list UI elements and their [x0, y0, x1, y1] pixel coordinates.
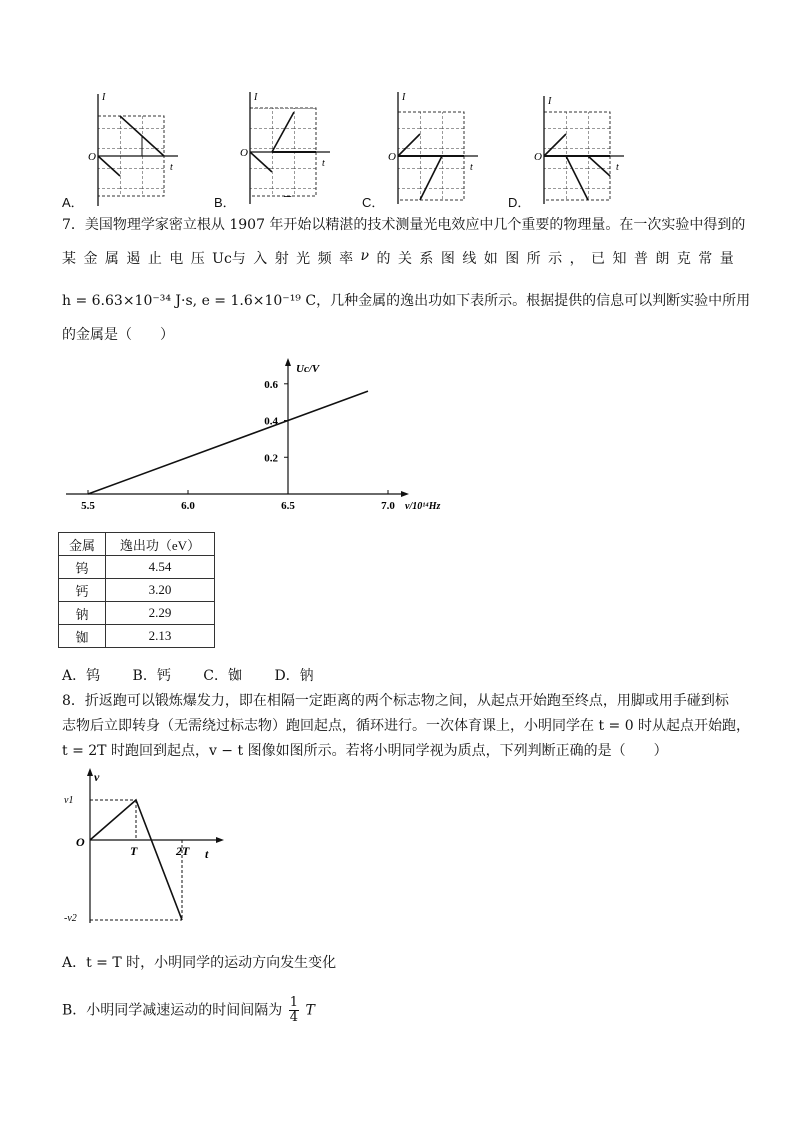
q7-line2-glyph: 射	[274, 251, 289, 267]
axis-t-label: t	[170, 162, 173, 173]
cell-metal: 钨	[59, 556, 106, 579]
q7-line2-glyph: 频	[317, 251, 332, 267]
fraction-denominator: 4	[289, 1010, 299, 1025]
axis-i-label: I	[402, 92, 406, 103]
q6-option-b[interactable]: B．	[214, 195, 236, 210]
table-header-row	[59, 533, 215, 556]
y-tick-label: 0.2	[264, 452, 278, 465]
x-tick-label: 5.5	[81, 500, 95, 512]
q7-line2-glyph: 常	[698, 251, 713, 267]
q7-line2-glyph: 金	[83, 251, 98, 267]
q6-graphs	[60, 88, 640, 210]
q7-uc-nu-chart	[58, 356, 478, 524]
work-function-table	[58, 532, 215, 648]
table-row	[59, 625, 215, 648]
v-axis-arrow	[87, 768, 93, 776]
q8-stem-line3: t = 2T 时跑回到起点，v − t 图像如图所示。若将小明同学视为质点，下列判断正确的是（ ）	[62, 743, 668, 759]
cell-value: 2.29	[106, 602, 215, 625]
tick-t: T	[130, 844, 138, 858]
origin-label: O	[76, 835, 85, 849]
q7-line2-glyph: 入	[253, 251, 268, 267]
q6-option-c[interactable]: C．	[362, 195, 385, 210]
cell-value: 4.54	[106, 556, 215, 579]
v-axis-label: v	[94, 770, 100, 784]
q8-vt-chart	[60, 768, 230, 928]
q7-line2-glyph: 遏	[126, 251, 141, 267]
x-tick-label: 7.0	[381, 500, 395, 512]
fraction-numerator: 1	[289, 995, 299, 1010]
q7-line2-glyph: 光	[296, 251, 311, 267]
q6-option-d[interactable]: D．	[508, 195, 531, 210]
q8-option-b-prefix: B．小明同学减速运动的时间间隔为	[62, 1002, 283, 1019]
tick-v1: v1	[64, 795, 74, 806]
q7-line2-glyph: 普	[633, 251, 648, 267]
origin-label: O	[388, 151, 396, 163]
cell-metal: 钙	[59, 579, 106, 602]
axis-i-label: I	[254, 92, 258, 103]
table-row	[59, 579, 215, 602]
q7-stem-line4: 的金属是（ ）	[62, 327, 174, 343]
q7-stem-line2	[62, 248, 734, 268]
q6-option-b-mark: –	[284, 188, 292, 203]
q7-line2-glyph: 所	[526, 251, 541, 267]
q6-option-a[interactable]: A．	[62, 195, 84, 210]
x-tick-label: 6.5	[281, 500, 295, 512]
q7-line2-glyph: 线	[462, 251, 477, 267]
x-tick-label: 6.0	[181, 500, 195, 512]
q7-line2-glyph: 克	[676, 251, 691, 267]
q7-line2-glyph: 如	[483, 251, 498, 267]
fraction	[289, 996, 299, 1025]
uc-nu-line	[88, 391, 368, 494]
q8-option-a[interactable]: A．t = T 时，小明同学的运动方向发生变化	[62, 955, 337, 971]
q7-line2-glyph: ν	[360, 248, 370, 264]
axis-i-label: I	[102, 92, 106, 103]
q7-line2-glyph: ，	[569, 251, 584, 267]
q7-line2-glyph: Uc与	[212, 251, 246, 267]
q8-stem-line1: 8．折返跑可以锻炼爆发力，即在相隔一定距离的两个标志物之间，从起点开始跑至终点，用脚或用手碰到标	[62, 693, 729, 709]
table-row	[59, 602, 215, 625]
q7-line2-glyph: 止	[147, 251, 162, 267]
q7-line2-glyph: 属	[104, 251, 119, 267]
origin-label: O	[240, 147, 248, 159]
cell-value: 3.20	[106, 579, 215, 602]
origin-label: O	[88, 151, 96, 163]
q7-line2-glyph: 示	[548, 251, 563, 267]
q7-line2-glyph: 朗	[655, 251, 670, 267]
x-axis-arrow	[401, 491, 409, 497]
cell-metal: 钠	[59, 602, 106, 625]
q7-line2-glyph: 率	[339, 251, 354, 267]
axis-t-label: t	[322, 158, 325, 169]
q7-stem-line3: h = 6.63×10⁻³⁴ J·s, e = 1.6×10⁻¹⁹ C，几种金属的逸出功如下表所示。根据提供的信息可以判断实验中所用	[62, 293, 751, 309]
q7-line2-glyph: 图	[505, 251, 520, 267]
q7-line2-glyph: 关	[397, 251, 412, 267]
header-metal: 金属	[59, 533, 106, 556]
axis-t-label: t	[616, 162, 619, 173]
q7-line2-glyph: 的	[376, 251, 391, 267]
header-work-function: 逸出功（eV）	[106, 533, 215, 556]
graph-a	[88, 92, 178, 206]
t-axis-arrow	[216, 837, 224, 843]
q7-line2-glyph: 压	[190, 251, 205, 267]
q8-stem-line2: 志物后立即转身（无需绕过标志物）跑回起点，循环进行。一次体育课上，小明同学在 t = 0 时从起点开始跑，	[62, 718, 751, 734]
cell-value: 2.13	[106, 625, 215, 648]
q7-stem-line1: 7．美国物理学家密立根从 1907 年开始以精湛的技术测量光电效应中几个重要的物理量。在一次实验中得到的	[62, 217, 746, 233]
origin-label: O	[534, 151, 542, 163]
axis-t-label: t	[470, 162, 473, 173]
tick-neg-v2: -v2	[64, 913, 77, 924]
y-tick-label: 0.4	[264, 415, 278, 428]
q7-line2-glyph: 某	[62, 251, 76, 267]
q7-line2-glyph: 已	[591, 251, 606, 267]
q7-line2-glyph: 电	[169, 251, 184, 267]
q7-line2-glyph: 知	[612, 251, 627, 267]
q8-option-b-suffix: T	[305, 1002, 315, 1019]
y-axis-label: Uc/V	[296, 363, 320, 375]
q8-option-b[interactable]	[62, 996, 315, 1025]
q7-line2-glyph: 图	[440, 251, 455, 267]
y-axis-arrow	[285, 358, 291, 366]
t-axis-label: t	[205, 847, 209, 861]
q7-choices[interactable]: A．钨 B．钙 C．铷 D．钠	[62, 668, 314, 684]
y-tick-label: 0.6	[264, 378, 278, 391]
table-row	[59, 556, 215, 579]
tick-2t: 2T	[176, 844, 190, 858]
q7-line2-glyph: 量	[719, 251, 734, 267]
q7-line2-glyph: 系	[419, 251, 434, 267]
graph-c	[388, 92, 478, 204]
graph-d	[534, 96, 624, 204]
cell-metal: 铷	[59, 625, 106, 648]
axis-i-label: I	[548, 96, 552, 107]
x-axis-label: ν/10¹⁴Hz	[405, 501, 441, 512]
